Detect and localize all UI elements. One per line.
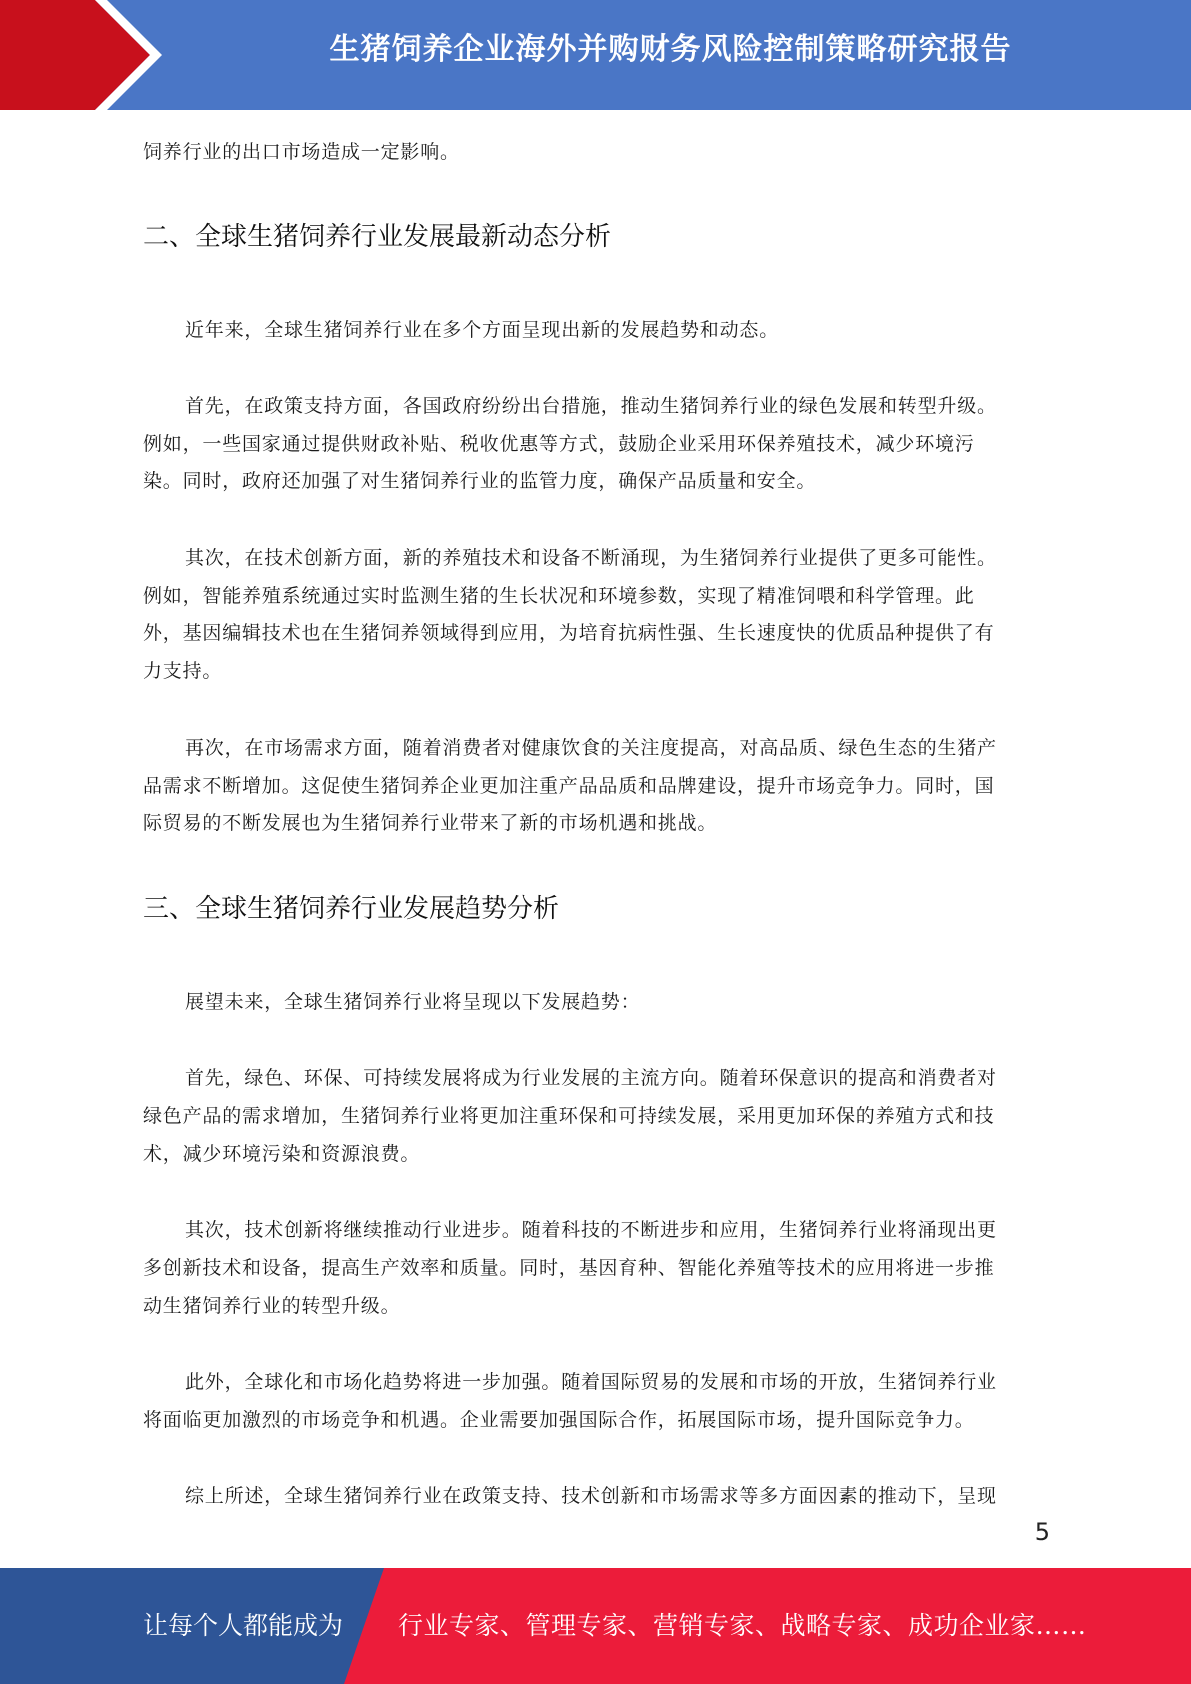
paragraph-line: 多创新技术和设备，提高生产效率和质量。同时，基因育种、智能化养殖等技术的应用将进一步推 <box>143 1257 995 1279</box>
paragraph-line: 此外，全球化和市场化趋势将进一步加强。随着国际贸易的发展和市场的开放，生猪饲养行业 <box>185 1371 997 1393</box>
paragraph-line: 染。同时，政府还加强了对生猪饲养行业的监管力度，确保产品质量和安全。 <box>143 470 817 492</box>
paragraph-line: 其次，在技术创新方面，新的养殖技术和设备不断涌现，为生猪饲养行业提供了更多可能性。 <box>185 547 997 569</box>
paragraph-line: 品需求不断增加。这促使生猪饲养企业更加注重产品品质和品牌建设，提升市场竞争力。同时，国 <box>143 775 995 797</box>
paragraph-line: 术，减少环境污染和资源浪费。 <box>143 1143 421 1165</box>
paragraph-line: 将面临更加激烈的市场竞争和机遇。企业需要加强国际合作，拓展国际市场，提升国际竞争力。 <box>143 1409 975 1431</box>
paragraph-line: 首先，在政策支持方面，各国政府纷纷出台措施，推动生猪饲养行业的绿色发展和转型升级。 <box>185 395 997 417</box>
paragraph-line: 其次，技术创新将继续推动行业进步。随着科技的不断进步和应用，生猪饲养行业将涌现出更 <box>185 1219 997 1241</box>
paragraph-line: 力支持。 <box>143 660 223 682</box>
page-footer <box>0 1568 1191 1684</box>
paragraph-line: 例如，智能养殖系统通过实时监测生猪的生长状况和环境参数，实现了精准饲喂和科学管理。此 <box>143 585 975 607</box>
paragraph-line: 动生猪饲养行业的转型升级。 <box>143 1295 401 1317</box>
paragraph-line: 际贸易的不断发展也为生猪饲养行业带来了新的市场机遇和挑战。 <box>143 812 718 834</box>
paragraph-line: 近年来，全球生猪饲养行业在多个方面呈现出新的发展趋势和动态。 <box>185 319 780 341</box>
section-heading: 三、全球生猪饲养行业发展趋势分析 <box>143 894 560 924</box>
paragraph-line: 再次，在市场需求方面，随着消费者对健康饮食的关注度提高，对高品质、绿色生态的生猪产 <box>185 737 997 759</box>
paragraph-line: 综上所述，全球生猪饲养行业在政策支持、技术创新和市场需求等多方面因素的推动下，呈现 <box>185 1485 997 1507</box>
paragraph-line: 饲养行业的出口市场造成一定影响。 <box>143 141 460 163</box>
header-title: 生猪饲养企业海外并购财务风险控制策略研究报告 <box>329 32 1012 67</box>
paragraph-line: 例如，一些国家通过提供财政补贴、税收优惠等方式，鼓励企业采用环保养殖技术，减少环境污 <box>143 433 975 455</box>
paragraph-line: 展望未来，全球生猪饲养行业将呈现以下发展趋势： <box>185 991 641 1013</box>
paragraph-line: 绿色产品的需求增加，生猪饲养行业将更加注重环保和可持续发展，采用更加环保的养殖方式和技 <box>143 1105 995 1127</box>
footer-slogan-right: 行业专家、管理专家、营销专家、战略专家、成功企业家…… <box>398 1611 1087 1640</box>
page-header <box>0 0 1191 110</box>
footer-slogan-left: 让每个人都能成为 <box>143 1611 344 1640</box>
paragraph-line: 首先，绿色、环保、可持续发展将成为行业发展的主流方向。随着环保意识的提高和消费者对 <box>185 1067 997 1089</box>
page-number: 5 <box>1034 1518 1050 1546</box>
section-heading: 二、全球生猪饲养行业发展最新动态分析 <box>143 222 612 252</box>
paragraph-line: 外，基因编辑技术也在生猪饲养领域得到应用，为培育抗病性强、生长速度快的优质品种提供了有 <box>143 622 995 644</box>
